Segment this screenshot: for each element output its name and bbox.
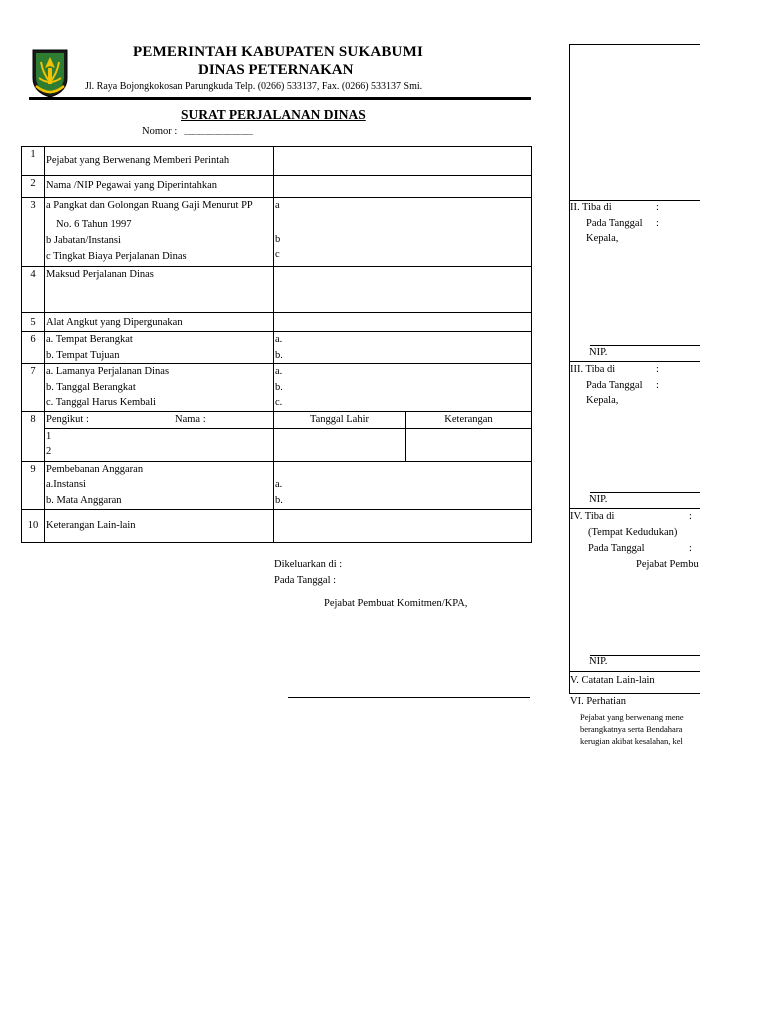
row-2-number: 2	[22, 176, 45, 198]
s4-pejabat-label: Pejabat Pembu	[636, 559, 699, 570]
row-9-vb: b.	[275, 494, 283, 506]
row-5-label: Alat Angkut yang Dipergunakan	[45, 313, 274, 332]
dikeluarkan-label: Dikeluarkan di :	[274, 559, 343, 570]
row-8-label	[45, 412, 274, 429]
document-title: SURAT PERJALANAN DINAS	[181, 107, 366, 122]
row-6-a: a. Tempat Berangkat	[46, 334, 133, 345]
pada-tanggal-label: Pada Tanggal :	[274, 575, 337, 586]
pejabat-label: Pejabat Pembuat Komitmen/KPA,	[324, 598, 468, 609]
signature-line	[288, 697, 530, 698]
row-3-number: 3	[22, 198, 45, 267]
row-4	[22, 267, 532, 313]
s6-line-1: Pejabat yang berwenang mene	[580, 712, 684, 722]
header-department: DINAS PETERNAKAN	[198, 62, 354, 78]
s2-kepala-label: Kepala,	[586, 233, 619, 244]
s4-tanggal-colon: :	[689, 543, 692, 554]
row-6-label	[45, 332, 274, 364]
row-3-value[interactable]	[274, 198, 532, 267]
row-3-a: a Pangkat dan Golongan Ruang Gaji Menurut PP	[46, 200, 253, 211]
row-3-label	[45, 198, 274, 267]
s4-nip-label: NIP.	[589, 656, 608, 667]
row-4-value[interactable]	[274, 267, 532, 313]
row-9-label	[45, 461, 274, 509]
header-rule	[29, 97, 531, 100]
row-7-value[interactable]	[274, 364, 532, 412]
row-10-value[interactable]	[274, 509, 532, 542]
row-5	[22, 313, 532, 332]
row-8-items	[22, 428, 532, 461]
row-8-pengikut: Pengikut :	[46, 414, 89, 425]
row-6	[22, 332, 532, 364]
s2-tanggal-colon: :	[656, 218, 659, 229]
s4-tiba-colon: :	[689, 511, 692, 522]
s6-line-2: berangkatnya serta Bendahara	[580, 724, 683, 734]
row-9-number: 9	[22, 461, 45, 509]
row-3-b: b Jabatan/Instansi	[46, 235, 121, 246]
s3-tiba-label: III. Tiba di	[570, 364, 616, 375]
row-2-label: Nama /NIP Pegawai yang Diperintahkan	[45, 176, 274, 198]
row-8-header	[22, 412, 532, 429]
row-8-names[interactable]	[45, 428, 274, 461]
row-1-number: 1	[22, 147, 45, 176]
row-1-value[interactable]	[274, 147, 532, 176]
row-10-number: 10	[22, 509, 45, 542]
row-5-value[interactable]	[274, 313, 532, 332]
row-9-value[interactable]	[274, 461, 532, 509]
s4-kedudukan-label: (Tempat Kedudukan)	[588, 527, 678, 538]
row-4-label: Maksud Perjalanan Dinas	[45, 267, 274, 313]
travel-order-table	[21, 146, 532, 543]
row-7-c: c. Tanggal Harus Kembali	[46, 397, 156, 408]
row-9-b: b. Mata Anggaran	[46, 494, 122, 506]
row-3-vb: b	[275, 233, 281, 245]
s3-tiba-colon: :	[656, 364, 659, 375]
row-8-lahir: Tanggal Lahir	[274, 412, 406, 429]
s4-tanggal-label: Pada Tanggal	[588, 543, 645, 554]
row-7-label	[45, 364, 274, 412]
row-9-va: a.	[275, 479, 283, 490]
row-6-value[interactable]	[274, 332, 532, 364]
row-3	[22, 198, 532, 267]
row-4-number: 4	[22, 267, 45, 313]
nomor-label: Nomor :	[142, 126, 178, 137]
s3-tanggal-colon: :	[656, 380, 659, 391]
row-7-number: 7	[22, 364, 45, 412]
row-6-vb: b.	[275, 349, 283, 361]
row-7-b: b. Tanggal Berangkat	[46, 381, 136, 393]
s2-tiba-label: II. Tiba di	[570, 202, 612, 213]
row-9-a: a.Instansi	[46, 479, 86, 490]
row-8-ket: Keterangan	[406, 412, 532, 429]
s2-nip-label: NIP.	[589, 347, 608, 358]
row-3-vc: c	[275, 249, 280, 260]
row-2	[22, 176, 532, 198]
nomor-dots: ............................................................................	[184, 131, 253, 137]
s3-kepala-label: Kepala,	[586, 395, 619, 406]
row-1-label: Pejabat yang Berwenang Memberi Perintah	[45, 147, 274, 176]
s3-nip-label: NIP.	[589, 494, 608, 505]
s5-catatan-label: V. Catatan Lain-lain	[570, 675, 655, 686]
row-6-b: b. Tempat Tujuan	[46, 349, 120, 361]
s2-tiba-colon: :	[656, 202, 659, 213]
row-9-title: Pembebanan Anggaran	[46, 463, 144, 475]
row-5-number: 5	[22, 313, 45, 332]
row-7-vc: c.	[275, 397, 283, 408]
row-3-va: a	[275, 200, 280, 211]
row-8-lahir-value[interactable]	[274, 428, 406, 461]
header-government: PEMERINTAH KABUPATEN SUKABUMI	[133, 44, 423, 60]
row-6-va: a.	[275, 334, 283, 345]
page-crop-mask	[700, 40, 768, 760]
header-address: Jl. Raya Bojongkokosan Parungkuda Telp. (0266) 533137, Fax. (0266) 533137 Smi.	[85, 81, 423, 92]
s6-line-3: kerugian akibat kesalahan, kel	[580, 736, 683, 746]
row-1	[22, 147, 532, 176]
row-7-vb: b.	[275, 381, 283, 393]
row-10	[22, 509, 532, 542]
row-8-ket-value[interactable]	[406, 428, 532, 461]
row-8-item-1: 1	[46, 430, 52, 442]
row-7	[22, 364, 532, 412]
row-3-c: c Tingkat Biaya Perjalanan Dinas	[46, 250, 187, 262]
row-7-va: a.	[275, 366, 283, 377]
row-2-value[interactable]	[274, 176, 532, 198]
row-6-number: 6	[22, 332, 45, 364]
s6-perhatian-label: VI. Perhatian	[570, 696, 626, 707]
s2-tanggal-label: Pada Tanggal	[586, 218, 643, 229]
row-3-a2: No. 6 Tahun 1997	[56, 218, 132, 230]
row-7-a: a. Lamanya Perjalanan Dinas	[46, 366, 170, 377]
row-8-number: 8	[22, 412, 45, 462]
row-10-label: Keterangan Lain-lain	[45, 509, 274, 542]
s3-tanggal-label: Pada Tanggal	[586, 380, 643, 391]
row-9	[22, 461, 532, 509]
row-8-item-2: 2	[46, 446, 52, 457]
kabupaten-sukabumi-emblem	[31, 48, 69, 98]
row-8-nama: Nama :	[175, 414, 206, 425]
s4-tiba-label: IV. Tiba di	[570, 511, 615, 522]
